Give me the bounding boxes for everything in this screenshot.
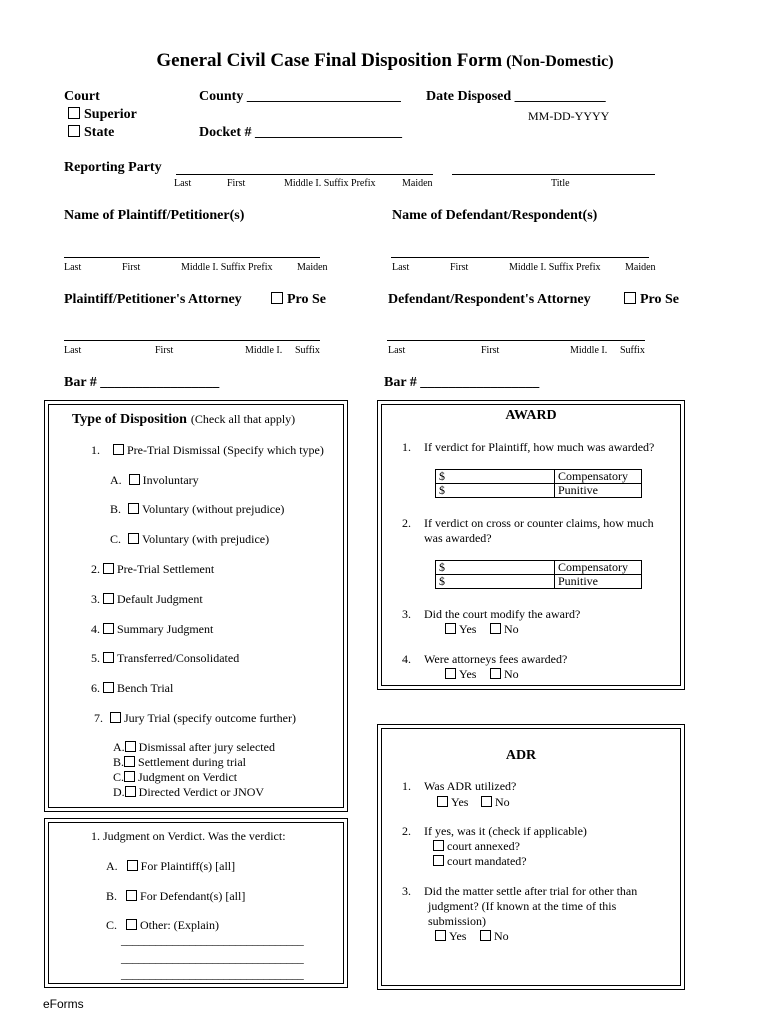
verdict-explain-line-3[interactable]: ________________________________: [121, 967, 304, 981]
adr-mandated-checkbox[interactable]: [433, 855, 444, 866]
adr-q3-yes-checkbox[interactable]: [435, 930, 446, 941]
disp-item-7-checkbox[interactable]: [110, 712, 121, 723]
jury-item-b-checkbox[interactable]: [124, 756, 135, 767]
award-q3-num: 3.: [402, 607, 411, 621]
jury-item-c[interactable]: [113, 770, 237, 785]
jury-item-d-letter: D.: [113, 785, 125, 799]
d-atty-first-caption: First: [481, 345, 500, 356]
award-q4-text: Were attorneys fees awarded?: [424, 652, 568, 666]
verdict-item-b[interactable]: [106, 889, 245, 904]
jury-item-b-letter: B.: [113, 755, 125, 769]
verdict-item-b-checkbox[interactable]: [126, 890, 137, 901]
award-q3-yes-label: Yes: [459, 622, 477, 636]
adr-q1-no[interactable]: [481, 795, 510, 810]
defendant-first-caption: First: [450, 262, 469, 273]
adr-q3-num: 3.: [402, 884, 411, 898]
disp-item-1c-checkbox[interactable]: [128, 533, 139, 544]
award-q3-yes[interactable]: [445, 622, 476, 637]
p-atty-suffix-caption: Suffix: [295, 345, 320, 356]
verdict-explain-line-2[interactable]: ________________________________: [121, 951, 304, 965]
disp-item-5-checkbox[interactable]: [103, 652, 114, 663]
award-q1-text: If verdict for Plaintiff, how much was awarded?: [424, 440, 655, 454]
adr-q1-no-label: No: [495, 795, 510, 809]
disp-item-2-checkbox[interactable]: [103, 563, 114, 574]
disp-item-5[interactable]: [91, 651, 239, 666]
defendant-last-caption: Last: [392, 262, 410, 273]
disp-item-6[interactable]: [91, 681, 173, 696]
defendant-name-line[interactable]: [391, 257, 649, 258]
award-q4-yes[interactable]: [445, 667, 476, 682]
disp-item-1b[interactable]: [110, 502, 284, 517]
award-q2-table: [435, 560, 642, 589]
disp-item-5-num: 5.: [91, 651, 100, 665]
adr-box: [381, 728, 681, 986]
plaintiff-pro-se-checkbox[interactable]: [271, 292, 283, 304]
reporting-middle-caption: Middle I. Suffix Prefix: [284, 178, 376, 189]
defendant-pro-se-checkbox[interactable]: [624, 292, 636, 304]
superior-checkbox[interactable]: [68, 107, 80, 119]
award-q3-no[interactable]: [490, 622, 519, 637]
adr-q2-num: 2.: [402, 824, 411, 838]
verdict-item-a[interactable]: [106, 859, 235, 874]
p-atty-first-caption: First: [155, 345, 174, 356]
disp-item-1c-letter: C.: [110, 532, 122, 546]
verdict-explain-line-1[interactable]: ________________________________: [121, 933, 304, 947]
defendant-maiden-caption: Maiden: [625, 262, 656, 273]
disp-item-1-checkbox[interactable]: [113, 444, 124, 455]
award-q4-yes-label: Yes: [459, 667, 477, 681]
plaintiff-pro-se-option[interactable]: [271, 292, 326, 308]
adr-q2-mandated[interactable]: [433, 854, 527, 869]
plaintiff-maiden-caption: Maiden: [297, 262, 328, 273]
adr-q1-no-checkbox[interactable]: [481, 796, 492, 807]
disp-item-4-label: Summary Judgment: [117, 622, 214, 636]
defendant-middle-caption: Middle I. Suffix Prefix: [509, 262, 601, 273]
award-q4-no-checkbox[interactable]: [490, 668, 501, 679]
disp-item-3-checkbox[interactable]: [103, 593, 114, 604]
reporting-title-caption: Title: [551, 178, 570, 189]
adr-annexed-checkbox[interactable]: [433, 840, 444, 851]
disposition-title: Type of Disposition: [72, 412, 187, 427]
disp-item-3-label: Default Judgment: [117, 592, 203, 606]
state-checkbox[interactable]: [68, 125, 80, 137]
jury-item-d-checkbox[interactable]: [125, 786, 136, 797]
jury-item-b-label: Settlement during trial: [138, 755, 246, 769]
verdict-item-c-letter: C.: [106, 918, 118, 932]
state-label: State: [84, 125, 115, 140]
plaintiff-bar-field[interactable]: Bar # _________________: [64, 375, 220, 390]
defendant-pro-se-option[interactable]: [624, 292, 679, 308]
disp-item-6-num: 6.: [91, 681, 100, 695]
date-format-hint: MM-DD-YYYY: [528, 109, 610, 123]
award-heading: AWARD: [505, 408, 557, 423]
award-q1-compensatory-label: Compensatory: [555, 470, 642, 484]
plaintiff-pro-se-label: Pro Se: [287, 292, 327, 307]
disp-item-3-num: 3.: [91, 592, 100, 606]
verdict-item-c[interactable]: [106, 918, 219, 933]
defendant-attorney-heading: Defendant/Respondent's Attorney: [388, 292, 591, 307]
adr-q1-yes-label: Yes: [451, 795, 469, 809]
verdict-question: 1. Judgment on Verdict. Was the verdict:: [91, 829, 286, 843]
disp-item-7[interactable]: [94, 711, 296, 726]
disp-item-2[interactable]: [91, 562, 214, 577]
award-q1-num: 1.: [402, 440, 411, 454]
adr-q1-text: Was ADR utilized?: [424, 779, 517, 793]
date-disposed-field[interactable]: Date Disposed _____________: [426, 89, 606, 104]
disp-item-4[interactable]: [91, 622, 213, 637]
award-q4-no[interactable]: [490, 667, 519, 682]
adr-q1-num: 1.: [402, 779, 411, 793]
disp-item-6-label: Bench Trial: [117, 681, 174, 695]
award-q2-num: 2.: [402, 516, 411, 530]
award-q2-punitive-label: Punitive: [555, 575, 642, 589]
title-main: General Civil Case Final Disposition Form: [156, 50, 503, 71]
title-sub: (Non-Domestic): [506, 53, 614, 70]
disp-item-7-label: Jury Trial (specify outcome further): [124, 711, 296, 725]
award-q1-punitive-label: Punitive: [555, 484, 642, 498]
defendant-bar-field[interactable]: Bar # _________________: [384, 375, 540, 390]
award-q3-text: Did the court modify the award?: [424, 607, 581, 621]
disp-item-1a-label: Involuntary: [142, 473, 199, 487]
reporting-first-caption: First: [227, 178, 246, 189]
court-state-option[interactable]: [68, 125, 114, 141]
plaintiff-heading: Name of Plaintiff/Petitioner(s): [64, 208, 245, 223]
reporting-party-label: Reporting Party: [64, 160, 162, 175]
jury-item-a-letter: A.: [113, 740, 125, 754]
disp-item-2-num: 2.: [91, 562, 100, 576]
award-q3-no-label: No: [504, 622, 519, 636]
adr-q3-yes-label: Yes: [449, 929, 467, 943]
award-q2-text-2: was awarded?: [424, 531, 492, 545]
county-field[interactable]: County ______________________: [199, 89, 401, 104]
plaintiff-last-caption: Last: [64, 262, 82, 273]
disp-item-1b-letter: B.: [110, 502, 122, 516]
verdict-item-c-label: Other: (Explain): [140, 918, 219, 932]
page-title: [0, 50, 770, 72]
disposition-hint: (Check all that apply): [190, 412, 296, 426]
disp-item-7-num: 7.: [94, 711, 103, 725]
defendant-attorney-line[interactable]: [387, 340, 645, 341]
adr-q1-yes[interactable]: [437, 795, 468, 810]
d-atty-middle-caption: Middle I.: [570, 345, 608, 356]
court-superior-option[interactable]: [68, 107, 137, 123]
adr-q2-text: If yes, was it (check if applicable): [424, 824, 587, 838]
jury-item-c-letter: C.: [113, 770, 125, 784]
jury-item-c-checkbox[interactable]: [124, 771, 135, 782]
d-atty-last-caption: Last: [388, 345, 406, 356]
disp-item-4-num: 4.: [91, 622, 100, 636]
adr-q3-text-3: submission): [428, 914, 487, 928]
award-q3-no-checkbox[interactable]: [490, 623, 501, 634]
verdict-item-b-label: For Defendant(s) [all]: [140, 889, 246, 903]
award-q2-compensatory-amount[interactable]: $: [436, 561, 555, 575]
disp-item-1b-checkbox[interactable]: [128, 503, 139, 514]
docket-field[interactable]: Docket # _____________________: [199, 125, 402, 140]
disp-item-1c[interactable]: [110, 532, 269, 547]
adr-q3-text-1: Did the matter settle after trial for other than: [424, 884, 638, 898]
reporting-name-line[interactable]: [176, 174, 433, 175]
p-atty-last-caption: Last: [64, 345, 82, 356]
disp-item-1a-letter: A.: [110, 473, 122, 487]
disp-item-1a-checkbox[interactable]: [129, 474, 140, 485]
disp-item-6-checkbox[interactable]: [103, 682, 114, 693]
adr-q3-no[interactable]: [480, 929, 509, 944]
award-q1-compensatory-amount[interactable]: $: [436, 470, 555, 484]
jury-item-a-label: Dismissal after jury selected: [138, 740, 275, 754]
award-q1-punitive-amount[interactable]: $: [436, 484, 555, 498]
disp-item-1b-label: Voluntary (without prejudice): [142, 502, 285, 516]
disp-item-1-label: Pre-Trial Dismissal (Specify which type): [127, 443, 324, 457]
award-q2-punitive-amount[interactable]: $: [436, 575, 555, 589]
disp-item-5-label: Transferred/Consolidated: [117, 651, 240, 665]
disp-item-2-label: Pre-Trial Settlement: [117, 562, 215, 576]
award-q4-no-label: No: [504, 667, 519, 681]
award-q1-table: [435, 469, 642, 498]
verdict-item-a-label: For Plaintiff(s) [all]: [140, 859, 236, 873]
disposition-heading: [72, 410, 295, 428]
adr-q3-text-2: judgment? (If known at the time of this: [428, 899, 617, 913]
award-q2-text-1: If verdict on cross or counter claims, how much: [424, 516, 654, 530]
award-q2-compensatory-label: Compensatory: [555, 561, 642, 575]
defendant-heading: Name of Defendant/Respondent(s): [392, 208, 598, 223]
adr-q2-annexed[interactable]: [433, 839, 520, 854]
jury-item-c-label: Judgment on Verdict: [138, 770, 238, 784]
court-label: Court: [64, 89, 100, 104]
disp-item-4-checkbox[interactable]: [103, 623, 114, 634]
adr-annexed-label: court annexed?: [447, 839, 520, 853]
jury-item-d[interactable]: [113, 785, 264, 800]
d-atty-suffix-caption: Suffix: [620, 345, 645, 356]
award-q4-yes-checkbox[interactable]: [445, 668, 456, 679]
reporting-last-caption: Last: [174, 178, 192, 189]
reporting-title-line[interactable]: [452, 174, 655, 175]
disp-item-3[interactable]: [91, 592, 203, 607]
plaintiff-middle-caption: Middle I. Suffix Prefix: [181, 262, 273, 273]
plaintiff-first-caption: First: [122, 262, 141, 273]
adr-q3-yes[interactable]: [435, 929, 466, 944]
jury-item-d-label: Directed Verdict or JNOV: [138, 785, 265, 799]
disp-item-1-num: 1.: [91, 443, 100, 457]
plaintiff-name-line[interactable]: [64, 257, 320, 258]
footer-brand: eForms: [43, 997, 84, 1011]
verdict-item-a-letter: A.: [106, 859, 118, 873]
superior-label: Superior: [84, 107, 137, 122]
reporting-maiden-caption: Maiden: [402, 178, 433, 189]
verdict-item-c-checkbox[interactable]: [126, 919, 137, 930]
adr-mandated-label: court mandated?: [447, 854, 527, 868]
award-q3-yes-checkbox[interactable]: [445, 623, 456, 634]
jury-item-a[interactable]: [113, 740, 275, 755]
verdict-item-a-checkbox[interactable]: [127, 860, 138, 871]
award-q4-num: 4.: [402, 652, 411, 666]
p-atty-middle-caption: Middle I.: [245, 345, 283, 356]
adr-heading: ADR: [505, 748, 537, 763]
defendant-pro-se-label: Pro Se: [640, 292, 680, 307]
jury-item-b[interactable]: [113, 755, 246, 770]
verdict-item-b-letter: B.: [106, 889, 118, 903]
disp-item-1[interactable]: [91, 443, 324, 458]
disp-item-1c-label: Voluntary (with prejudice): [142, 532, 270, 546]
plaintiff-attorney-heading: Plaintiff/Petitioner's Attorney: [64, 292, 242, 307]
jury-item-a-checkbox[interactable]: [125, 741, 136, 752]
adr-q3-no-checkbox[interactable]: [480, 930, 491, 941]
plaintiff-attorney-line[interactable]: [64, 340, 320, 341]
disp-item-1a[interactable]: [110, 473, 199, 488]
adr-q1-yes-checkbox[interactable]: [437, 796, 448, 807]
adr-q3-no-label: No: [494, 929, 509, 943]
